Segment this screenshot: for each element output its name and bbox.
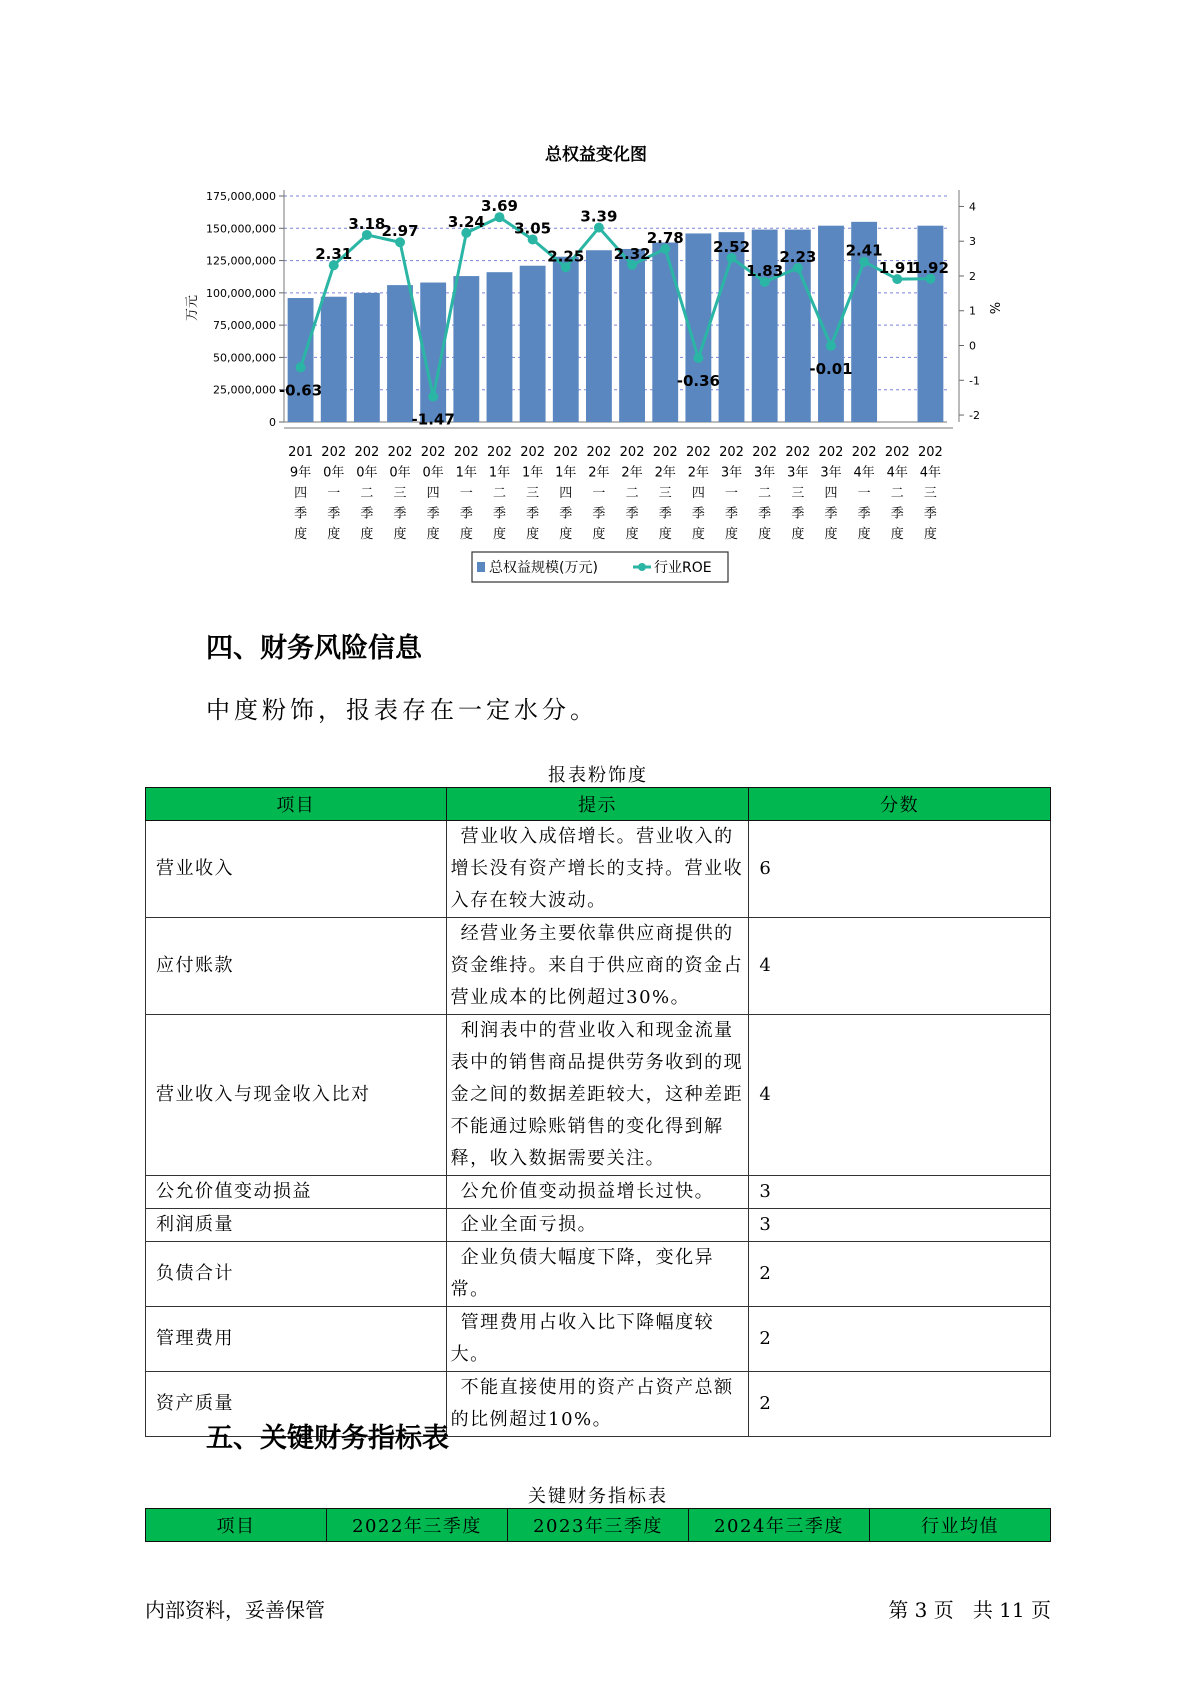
category-label: 度 [824, 527, 838, 542]
category-label: 度 [890, 527, 904, 542]
category-label: 季 [393, 506, 407, 522]
category-label: 202 [619, 445, 645, 460]
category-label: 202 [752, 445, 778, 460]
cell-score: 3 [749, 1176, 1051, 1209]
category-label: 度 [526, 527, 540, 542]
roe-data-label: 2.25 [547, 247, 585, 266]
category-label: 季 [824, 506, 838, 522]
table-row [146, 1176, 1051, 1209]
risk-summary: 中度粉饰，报表存在一定水分。 [206, 696, 598, 724]
category-label: 度 [294, 527, 308, 542]
category-label: 四 [426, 486, 440, 501]
right-tick-label: -2 [969, 409, 980, 423]
cell-tip: 利润表中的营业收入和现金流量表中的销售商品提供劳务收到的现金之间的数据差距较大，这种差距不能通过赊账销售的变化得到解释，收入数据需要关注。 [446, 1015, 749, 1176]
roe-data-label: 1.91 [878, 259, 916, 278]
equity-bar [520, 266, 546, 422]
category-label: 季 [294, 506, 308, 522]
category-label: 度 [923, 527, 937, 542]
category-label: 三 [393, 486, 407, 501]
category-label: 202 [818, 445, 844, 460]
cell-tip: 公允价值变动损益增长过快。 [446, 1176, 749, 1209]
cell-item: 公允价值变动损益 [146, 1176, 447, 1209]
cell-item: 利润质量 [146, 1209, 447, 1242]
cell-score: 2 [749, 1242, 1051, 1307]
category-label: 4年 [919, 465, 942, 481]
table-row [146, 918, 1051, 1015]
category-label: 季 [559, 506, 573, 522]
category-label: 季 [360, 506, 374, 522]
right-tick-label: 2 [969, 269, 976, 283]
cell-item: 营业收入与现金收入比对 [146, 1015, 447, 1176]
cell-score: 2 [749, 1307, 1051, 1372]
roe-data-label: -1.47 [411, 410, 455, 429]
category-label: 202 [453, 445, 479, 460]
roe-data-label: -0.63 [278, 381, 323, 400]
cell-tip: 不能直接使用的资产占资产总额的比例超过10%。 [446, 1372, 749, 1437]
cell-item: 管理费用 [146, 1307, 447, 1372]
category-label: 1年 [488, 465, 511, 481]
category-label: 季 [691, 506, 705, 522]
category-label: 季 [758, 506, 772, 522]
left-tick-label: 125,000,000 [206, 254, 276, 268]
equity-bar [321, 297, 347, 422]
category-label: 三 [526, 486, 540, 501]
category-label: 二 [492, 486, 506, 501]
legend-line-marker [638, 563, 646, 571]
table-row [146, 1015, 1051, 1176]
roe-data-label: -0.36 [676, 372, 720, 391]
left-tick-label: 75,000,000 [213, 319, 276, 333]
category-label: 202 [785, 445, 811, 460]
table-row [146, 821, 1051, 918]
roe-data-label: 3.05 [514, 219, 552, 238]
category-label: 季 [327, 506, 341, 522]
category-label: 2年 [687, 465, 710, 481]
category-label: 度 [758, 527, 772, 542]
category-label: 3年 [720, 465, 743, 481]
legend-line-label: 行业ROE [654, 560, 712, 576]
category-label: 202 [652, 445, 678, 460]
left-tick-label: 25,000,000 [213, 383, 276, 397]
category-label: 度 [459, 527, 473, 542]
roe-data-label: 1.92 [911, 258, 949, 277]
category-label: 9年 [289, 465, 312, 481]
equity-bar [586, 250, 612, 422]
cell-score: 6 [749, 821, 1051, 918]
category-label: 4年 [853, 465, 875, 481]
category-label: 3年 [820, 465, 842, 481]
category-label: 度 [691, 527, 705, 542]
category-label: 1年 [555, 465, 577, 481]
cell-score: 3 [749, 1209, 1051, 1242]
category-label: 度 [360, 527, 374, 542]
category-label: 季 [426, 506, 440, 522]
category-label: 季 [923, 506, 937, 522]
equity-bar [387, 285, 413, 422]
category-label: 一 [459, 486, 473, 501]
roe-data-label: 2.32 [613, 244, 651, 263]
equity-bar [487, 272, 513, 422]
right-tick-label: 0 [969, 339, 976, 353]
cell-score: 2 [749, 1372, 1051, 1437]
risk-table [145, 787, 1051, 1437]
category-label: 三 [923, 486, 937, 501]
equity-bar [752, 230, 778, 422]
category-label: 202 [553, 445, 579, 460]
category-label: 202 [520, 445, 546, 460]
table-row [146, 1209, 1051, 1242]
category-label: 一 [327, 486, 341, 501]
category-label: 二 [758, 486, 772, 501]
category-label: 四 [559, 486, 573, 501]
cell-tip: 营业收入成倍增长。营业收入的增长没有资产增长的支持。营业收入存在较大波动。 [446, 821, 749, 918]
category-label: 一 [857, 486, 871, 501]
col-header-industry-avg: 行业均值 [870, 1509, 1051, 1542]
chart-title: 总权益变化图 [545, 145, 647, 165]
left-tick-label: 50,000,000 [213, 351, 276, 365]
legend-bar-swatch [477, 562, 485, 572]
category-label: 3年 [787, 465, 809, 481]
roe-data-label: 3.39 [580, 207, 618, 226]
category-label: 二 [625, 486, 639, 501]
category-label: 度 [393, 527, 407, 542]
equity-bar [619, 249, 645, 422]
roe-data-label: 1.83 [746, 261, 784, 280]
total-equity-chart [0, 140, 1191, 600]
right-tick-label: 1 [969, 304, 976, 318]
indicator-table [145, 1508, 1051, 1542]
category-label: 0年 [422, 465, 444, 481]
left-tick-label: 0 [269, 416, 276, 429]
category-label: 2年 [621, 465, 643, 481]
category-label: 2年 [654, 465, 676, 481]
roe-data-label: 2.41 [845, 241, 883, 260]
roe-point [428, 392, 438, 402]
category-label: 0年 [323, 465, 345, 481]
left-tick-label: 150,000,000 [206, 222, 276, 236]
roe-point [296, 362, 306, 372]
category-label: 季 [625, 506, 639, 522]
category-label: 202 [354, 445, 380, 460]
category-label: 季 [492, 506, 506, 522]
category-label: 0年 [356, 465, 378, 481]
category-label: 二 [360, 486, 374, 501]
col-header-2024q3: 2024年三季度 [689, 1509, 870, 1542]
legend-bar-label: 总权益规模(万元) [489, 560, 598, 576]
category-label: 四 [294, 486, 308, 501]
section5-title: 五、关键财务指标表 [206, 1423, 449, 1454]
col-header-2023q3: 2023年三季度 [508, 1509, 689, 1542]
category-label: 二 [890, 486, 904, 501]
category-label: 度 [791, 527, 805, 542]
indicator-table-caption: 关键财务指标表 [528, 1486, 668, 1507]
equity-bar [652, 242, 678, 422]
right-tick-label: 4 [969, 200, 976, 214]
roe-data-label: 2.97 [381, 222, 419, 241]
category-label: 202 [685, 445, 711, 460]
cell-item: 营业收入 [146, 821, 447, 918]
category-label: 202 [918, 445, 943, 460]
category-label: 度 [658, 527, 672, 542]
category-label: 度 [725, 527, 739, 542]
category-label: 一 [725, 486, 739, 501]
col-header-score: 分数 [749, 788, 1051, 821]
roe-data-label: 3.18 [348, 214, 386, 233]
category-label: 3年 [754, 465, 776, 481]
category-label: 度 [857, 527, 871, 542]
col-header-2022q3: 2022年三季度 [327, 1509, 508, 1542]
risk-table-caption: 报表粉饰度 [548, 765, 648, 786]
category-label: 季 [857, 506, 871, 522]
equity-bar [553, 257, 579, 422]
right-axis-label: % [986, 301, 1001, 315]
cell-item: 应付账款 [146, 918, 447, 1015]
category-label: 季 [890, 506, 904, 522]
footer-page-number: 第 3 页 共 11 页 [888, 1598, 1051, 1622]
category-label: 2年 [588, 465, 610, 481]
table-row [146, 1242, 1051, 1307]
cell-tip: 企业负债大幅度下降，变化异常。 [446, 1242, 749, 1307]
category-label: 202 [321, 445, 347, 460]
category-label: 1年 [455, 465, 477, 481]
category-label: 季 [459, 506, 473, 522]
roe-data-label: 2.52 [713, 237, 751, 256]
equity-bar [288, 298, 314, 422]
category-label: 202 [387, 445, 413, 460]
category-label: 季 [725, 506, 739, 522]
cell-item: 负债合计 [146, 1242, 447, 1307]
section4-title: 四、财务风险信息 [206, 633, 422, 664]
cell-score: 4 [749, 918, 1051, 1015]
category-label: 度 [592, 527, 606, 542]
roe-data-label: 3.69 [480, 197, 518, 216]
category-label: 三 [791, 486, 805, 501]
category-label: 202 [719, 445, 744, 460]
table-row [146, 1307, 1051, 1372]
col-header-item: 项目 [146, 788, 447, 821]
category-label: 度 [559, 527, 573, 542]
category-label: 度 [625, 527, 639, 542]
category-label: 4年 [886, 465, 908, 481]
category-label: 度 [426, 527, 440, 542]
cell-tip: 管理费用占收入比下降幅度较大。 [446, 1307, 749, 1372]
col-header-item: 项目 [146, 1509, 327, 1542]
category-label: 度 [327, 527, 341, 542]
left-tick-label: 100,000,000 [206, 286, 276, 300]
category-label: 0年 [389, 465, 411, 481]
category-label: 季 [592, 506, 606, 522]
cell-score: 4 [749, 1015, 1051, 1176]
category-label: 202 [420, 445, 446, 460]
category-label: 202 [851, 445, 877, 460]
category-label: 202 [586, 445, 612, 460]
category-label: 四 [691, 486, 705, 501]
category-label: 202 [884, 445, 910, 460]
col-header-tip: 提示 [446, 788, 749, 821]
equity-bar [354, 293, 380, 422]
cell-item: 资产质量 [146, 1372, 447, 1437]
category-label: 季 [526, 506, 540, 522]
roe-point [693, 353, 703, 363]
category-label: 1年 [521, 465, 544, 481]
category-label: 一 [592, 486, 606, 501]
roe-data-label: -0.01 [809, 359, 853, 378]
category-label: 度 [492, 527, 506, 542]
roe-data-label: 2.23 [779, 247, 817, 266]
category-label: 三 [658, 486, 672, 501]
roe-point [826, 341, 836, 351]
roe-data-label: 2.31 [315, 245, 353, 264]
cell-tip: 企业全面亏损。 [446, 1209, 749, 1242]
category-label: 四 [824, 486, 838, 501]
footer-confidential: 内部资料，妥善保管 [145, 1598, 325, 1622]
equity-bar [453, 276, 479, 422]
cell-tip: 经营业务主要依靠供应商提供的资金维持。来自于供应商的资金占营业成本的比例超过30%。 [446, 918, 749, 1015]
roe-data-label: 3.24 [447, 212, 485, 231]
left-tick-label: 175,000,000 [206, 190, 276, 203]
left-axis-label: 万元 [185, 294, 200, 322]
roe-data-label: 2.78 [646, 228, 684, 247]
category-label: 202 [487, 445, 512, 460]
right-tick-label: 3 [969, 235, 976, 249]
category-label: 季 [791, 506, 805, 522]
category-label: 季 [658, 506, 672, 522]
right-tick-label: -1 [969, 374, 980, 388]
category-label: 201 [288, 445, 313, 460]
equity-bar [917, 226, 943, 422]
